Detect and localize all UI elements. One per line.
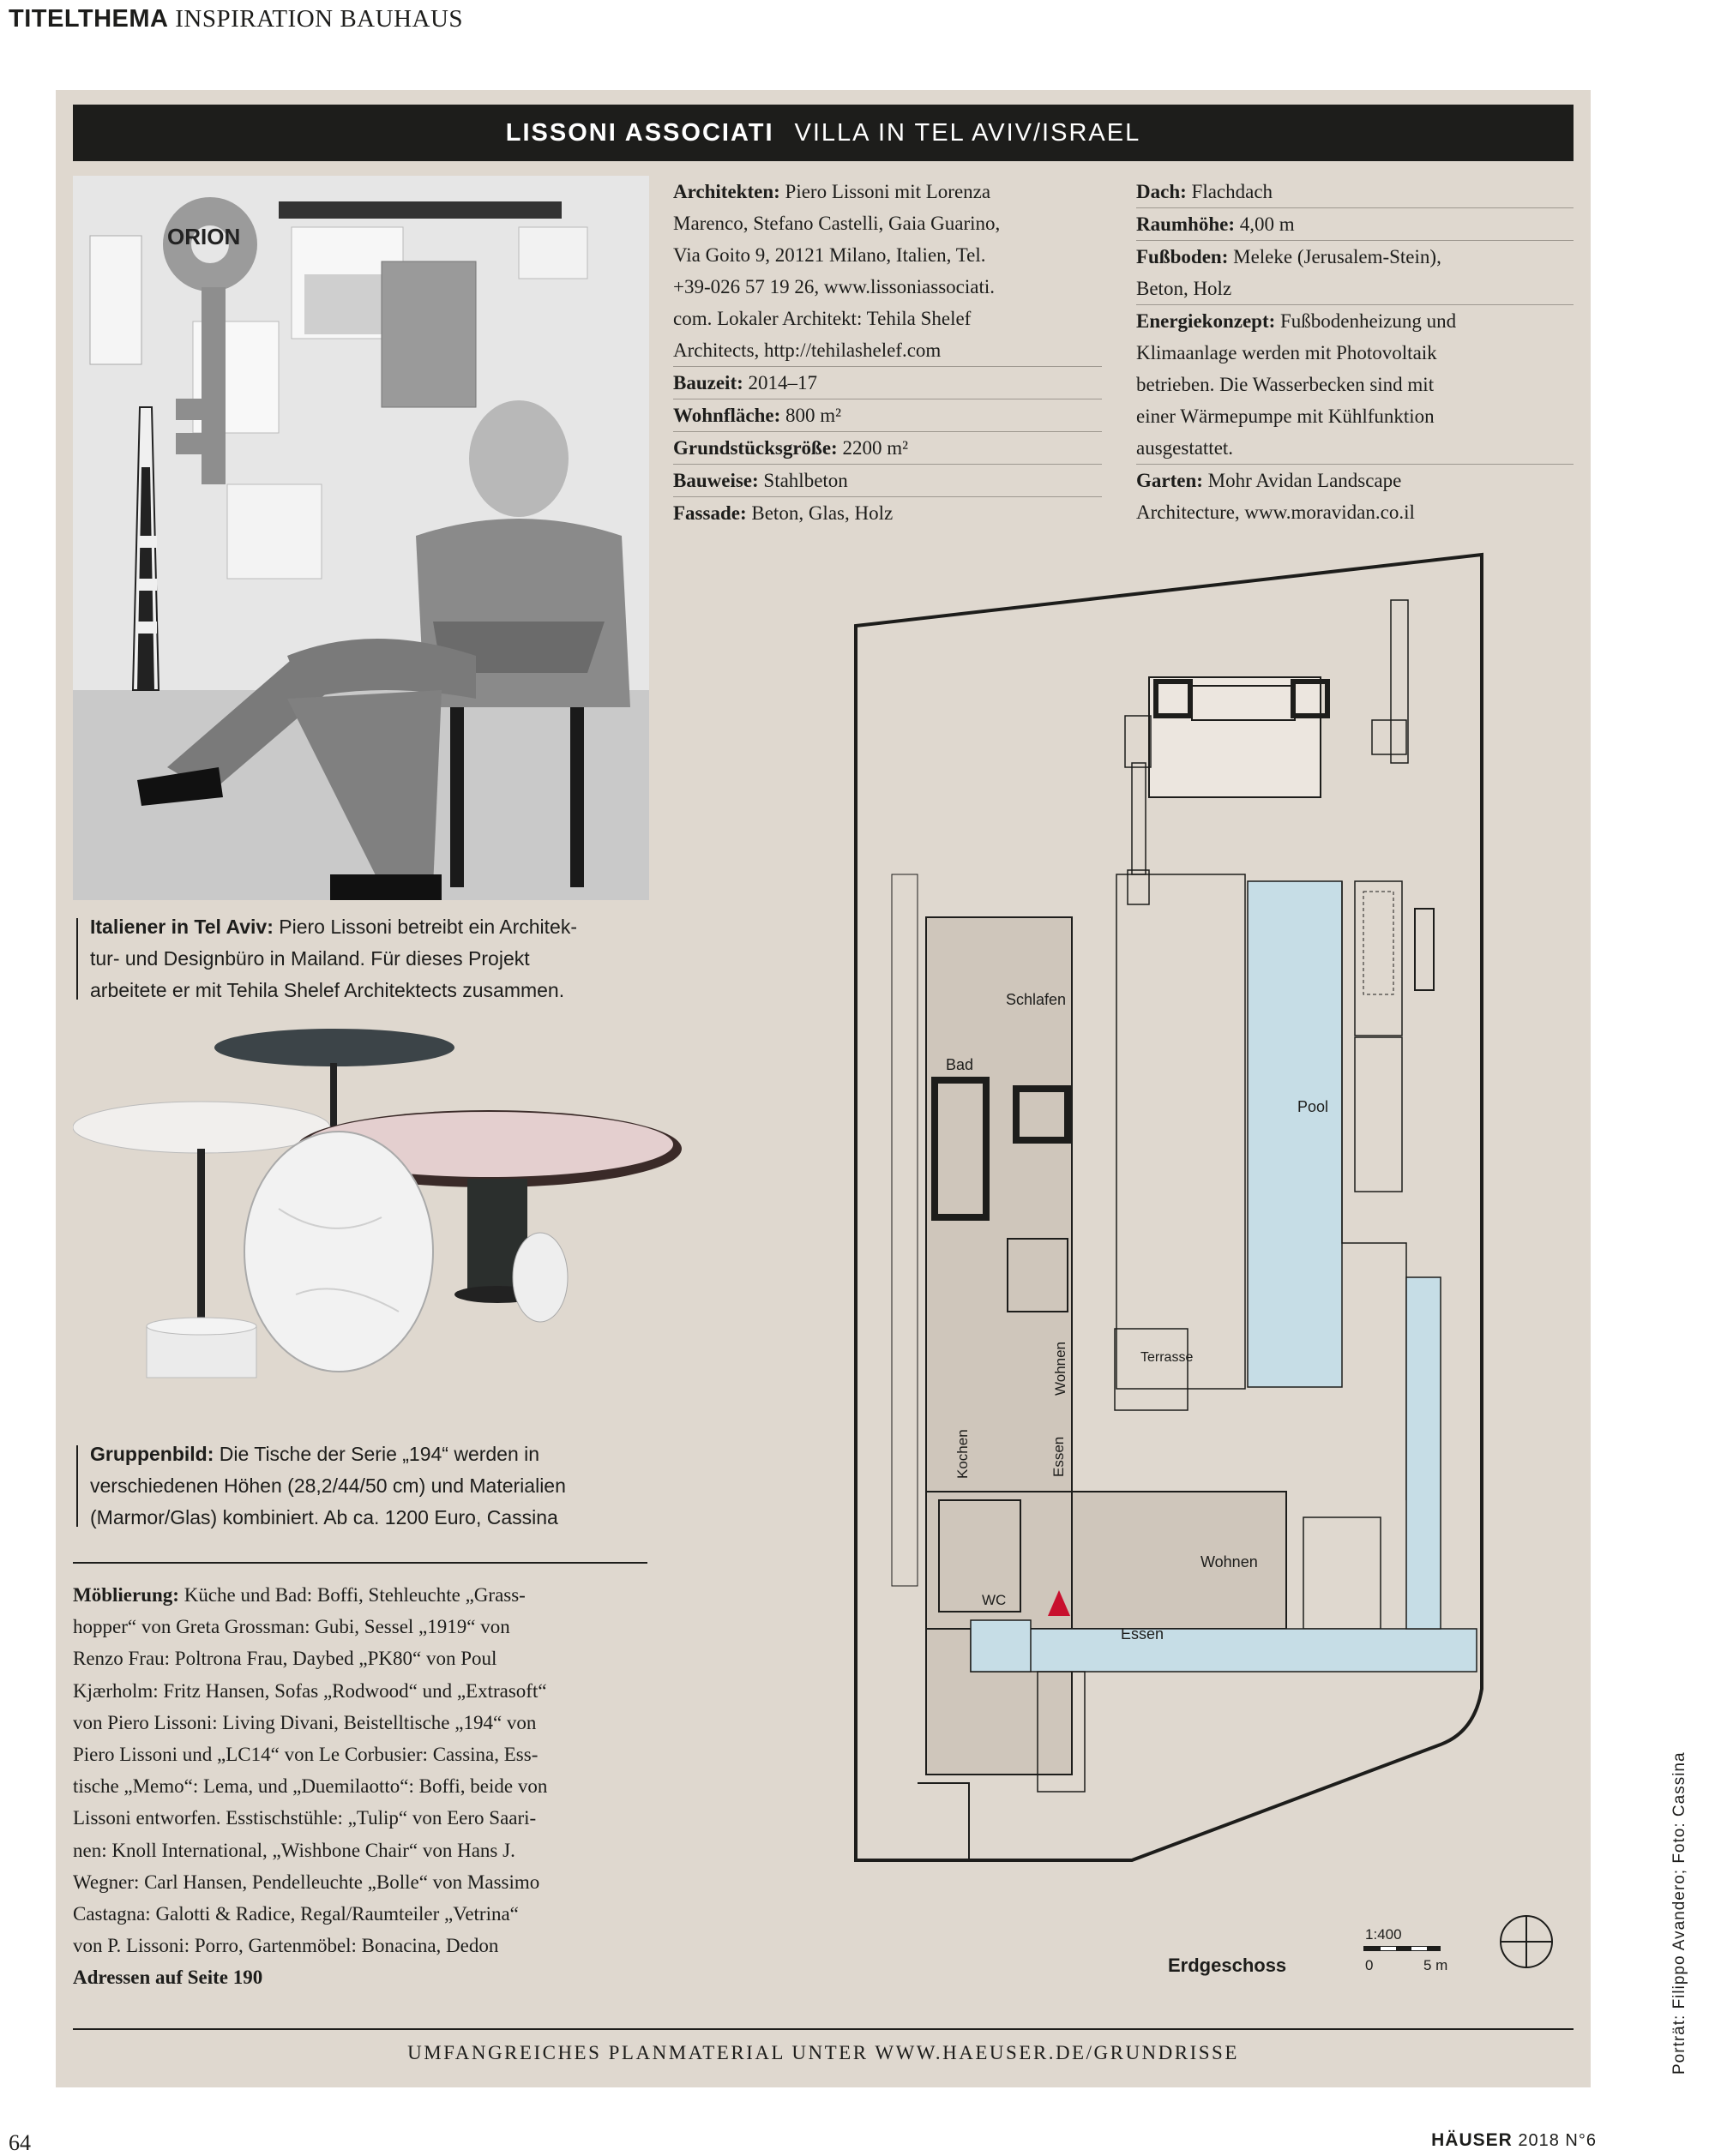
fact-label: Fußboden: bbox=[1136, 246, 1229, 267]
caption-text: arbeitete er mit Tehila Shelef Architektects zusammen. bbox=[90, 979, 565, 1001]
facts-right bbox=[1136, 176, 1574, 528]
fact-wohnflaeche bbox=[673, 399, 1102, 432]
title-bar bbox=[73, 105, 1574, 161]
key-lettering: ORION bbox=[167, 224, 241, 249]
fact-text: Meleke (Jerusalem-Stein), bbox=[1228, 246, 1441, 267]
fact-fassade bbox=[673, 497, 1102, 529]
page-number: 64 bbox=[9, 2130, 31, 2155]
caption-label: Gruppenbild: bbox=[90, 1443, 214, 1465]
fact-text: Marenco, Stefano Castelli, Gaia Guarino, bbox=[673, 213, 1001, 234]
architect-portrait bbox=[73, 176, 649, 900]
caption-text: tur- und Designbüro in Mailand. Für dieses Projekt bbox=[90, 947, 530, 970]
caption-text: (Marmor/Glas) kombiniert. Ab ca. 1200 Euro, Cassina bbox=[90, 1506, 558, 1528]
issue-info bbox=[1431, 2130, 1597, 2151]
room-label: Schlafen bbox=[1006, 991, 1067, 1008]
floor-plan bbox=[840, 549, 1578, 2006]
fact-architekten bbox=[673, 176, 1102, 367]
caption-bar bbox=[76, 918, 78, 1000]
issue-number: 2018 N°6 bbox=[1518, 2131, 1597, 2150]
fact-text: 800 m² bbox=[780, 405, 842, 426]
furnishing-line: hopper“ von Greta Grossman: Gubi, Sessel „1919“ von bbox=[73, 1616, 510, 1638]
fact-label: Fassade: bbox=[673, 502, 747, 524]
caption-text: Die Tische der Serie „194“ werden in bbox=[214, 1443, 540, 1465]
room-label: Wohnen bbox=[1052, 1341, 1068, 1396]
project-name: VILLA IN TEL AVIV/ISRAEL bbox=[794, 118, 1141, 147]
caption-label: Italiener in Tel Aviv: bbox=[90, 916, 274, 938]
furnishing-line: tische „Memo“: Lema, und „Duemilaotto“: Boffi, beide von bbox=[73, 1775, 548, 1798]
furnishing-label: Möblierung: bbox=[73, 1584, 179, 1606]
furnishing-line: Castagna: Galotti & Radice, Regal/Raumteiler „Vetrina“ bbox=[73, 1903, 519, 1925]
fact-text: Beton, Glas, Holz bbox=[746, 502, 894, 524]
fact-text: Flachdach bbox=[1186, 181, 1273, 202]
scale-label: 1:400 bbox=[1365, 1926, 1402, 1943]
fact-dach bbox=[1136, 176, 1574, 208]
fact-text: 2014–17 bbox=[743, 372, 818, 393]
room-label: WC bbox=[982, 1592, 1007, 1608]
section-header bbox=[9, 5, 463, 33]
furnishing-line: Piero Lissoni und „LC14“ von Le Corbusier: Cassina, Ess- bbox=[73, 1744, 539, 1766]
caption-bar bbox=[76, 1445, 78, 1527]
studio-name: LISSONI ASSOCIATI bbox=[505, 118, 774, 147]
fact-label: Bauzeit: bbox=[673, 372, 743, 393]
fact-text: Beton, Holz bbox=[1136, 278, 1232, 299]
furnishing-line: von Piero Lissoni: Living Divani, Beistelltische „194“ von bbox=[73, 1711, 537, 1733]
fact-label: Garten: bbox=[1136, 470, 1203, 491]
tables-caption bbox=[90, 1438, 673, 1534]
credit-text: Porträt: Filippo Avandero; Foto: Cassina bbox=[1670, 1751, 1688, 2075]
fact-text: +39-026 57 19 26, www.lissoniassociati. bbox=[673, 276, 995, 297]
room-label: Terrasse bbox=[1140, 1350, 1194, 1365]
scale-start: 0 bbox=[1365, 1957, 1374, 1973]
fact-text: Fußbodenheizung und bbox=[1275, 310, 1457, 332]
fact-bauweise bbox=[673, 465, 1102, 497]
room-label: Essen bbox=[1050, 1436, 1067, 1477]
fact-text: 2200 m² bbox=[837, 437, 908, 459]
fact-text: com. Lokaler Architekt: Tehila Shelef bbox=[673, 308, 972, 329]
fact-label: Raumhöhe: bbox=[1136, 213, 1236, 235]
room-label: Kochen bbox=[954, 1429, 971, 1479]
furnishing-line: Küche und Bad: Boffi, Stehleuchte „Grass- bbox=[178, 1584, 526, 1606]
fact-garten bbox=[1136, 465, 1574, 528]
fact-label: Bauweise: bbox=[673, 470, 759, 491]
fact-text: Stahlbeton bbox=[758, 470, 848, 491]
room-label: Essen bbox=[1121, 1625, 1164, 1643]
fact-text: 4,00 m bbox=[1235, 213, 1295, 235]
furnishing-line: Wegner: Carl Hansen, Pendelleuchte „Bolle“ von Massimo bbox=[73, 1871, 540, 1893]
facts-left bbox=[673, 176, 1102, 529]
planmaterial-link[interactable]: UMFANGREICHES PLANMATERIAL UNTER WWW.HAEUSER.DE/GRUNDRISSE bbox=[407, 2042, 1239, 2063]
fact-text: Architecture, www.moravidan.co.il bbox=[1136, 501, 1415, 523]
addresses-link[interactable]: Adressen auf Seite 190 bbox=[73, 1967, 263, 1989]
fact-label: Dach: bbox=[1136, 181, 1187, 202]
fact-text: ausgestattet. bbox=[1136, 437, 1234, 459]
fact-label: Energiekonzept: bbox=[1136, 310, 1276, 332]
tables-photo bbox=[73, 1020, 776, 1389]
fact-text: Mohr Avidan Landscape bbox=[1202, 470, 1402, 491]
section-topic: INSPIRATION BAUHAUS bbox=[175, 5, 464, 33]
photo-caption bbox=[90, 911, 673, 1006]
fact-grundstueck bbox=[673, 432, 1102, 465]
fact-label: Wohnfläche: bbox=[673, 405, 781, 426]
room-label: Bad bbox=[946, 1056, 974, 1073]
room-label: Wohnen bbox=[1200, 1553, 1258, 1570]
caption-text: verschiedenen Höhen (28,2/44/50 cm) und Materialien bbox=[90, 1474, 566, 1497]
furnishing-line: nen: Knoll International, „Wishbone Chair“ von Hans J. bbox=[73, 1839, 515, 1861]
caption-text: Piero Lissoni betreibt ein Architek- bbox=[273, 916, 577, 938]
magazine-name: HÄUSER bbox=[1431, 2130, 1513, 2150]
fact-fussboden bbox=[1136, 241, 1574, 305]
fact-text: Klimaanlage werden mit Photovoltaik bbox=[1136, 342, 1437, 363]
fact-label: Grundstücksgröße: bbox=[673, 437, 838, 459]
photo-credit bbox=[1669, 1715, 1694, 2075]
scale-end: 5 m bbox=[1423, 1957, 1448, 1973]
divider bbox=[73, 1562, 647, 1564]
furnishing-line: Renzo Frau: Poltrona Frau, Daybed „PK80“ von Poul bbox=[73, 1648, 497, 1670]
room-label: Pool bbox=[1297, 1098, 1329, 1115]
furnishing-text bbox=[73, 1579, 656, 1994]
fact-label: Architekten: bbox=[673, 181, 780, 202]
furnishing-line: Kjærholm: Fritz Hansen, Sofas „Rodwood“ und „Extrasoft“ bbox=[73, 1679, 547, 1702]
furnishing-line: Lissoni entworfen. Esstischstühle: „Tulip“ von Eero Saari- bbox=[73, 1807, 537, 1829]
fact-bauzeit bbox=[673, 367, 1102, 399]
fact-text: Piero Lissoni mit Lorenza bbox=[779, 181, 991, 202]
fact-raumhoehe bbox=[1136, 208, 1574, 241]
fact-text: Via Goito 9, 20121 Milano, Italien, Tel. bbox=[673, 244, 986, 266]
fact-energiekonzept bbox=[1136, 305, 1574, 465]
section-label: TITELTHEMA bbox=[9, 5, 169, 33]
furnishing-line: von P. Lissoni: Porro, Gartenmöbel: Bonacina, Dedon bbox=[73, 1935, 499, 1957]
fact-text: einer Wärmepumpe mit Kühlfunktion bbox=[1136, 405, 1435, 427]
fact-text: Architects, http://tehilashelef.com bbox=[673, 339, 942, 361]
floor-label: Erdgeschoss bbox=[1168, 1955, 1287, 1976]
fact-text: betrieben. Die Wasserbecken sind mit bbox=[1136, 374, 1435, 395]
